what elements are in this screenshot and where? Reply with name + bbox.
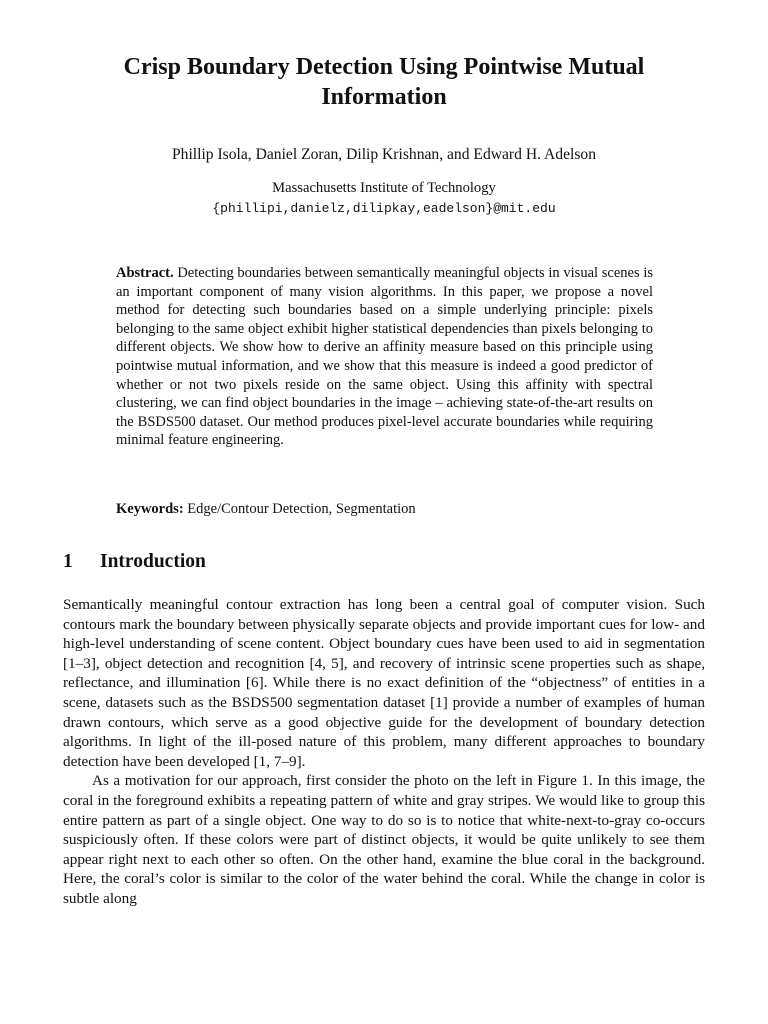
- section-title: Introduction: [100, 551, 206, 572]
- keywords-label: Keywords:: [116, 501, 184, 517]
- keywords: [116, 501, 653, 518]
- abstract: [116, 264, 653, 450]
- body-paragraph: As a motivation for our approach, first consider the photo on the left in Figure 1. In this image, the coral in the foreground exhibits a repeating pattern of white and gray stripes. We would like to group this entire pattern as part of a single object. One way to do so is to notice that white-next-to-gray co-occurs suspiciously often. If these colors were part of distinct objects, it would be quite unlikely to see them appear right next to each other so often. On the other hand, examine the blue coral in the background. Here, the coral’s color is similar to the color of the water behind the coral. While the change in color is subtle along: [63, 772, 705, 907]
- author-list: Phillip Isola, Daniel Zoran, Dilip Krishnan, and Edward H. Adelson: [172, 146, 596, 163]
- paper-title: Crisp Boundary Detection Using Pointwise Mutual Information: [123, 54, 645, 110]
- author-emails: {phillipi,danielz,dilipkay,eadelson}@mit.edu: [212, 201, 556, 216]
- abstract-label: Abstract.: [116, 265, 174, 281]
- affiliation: Massachusetts Institute of Technology: [272, 180, 496, 196]
- body-paragraph: Semantically meaningful contour extraction has long been a central goal of computer vision. Such contours mark the boundary between physically separate objects and provide important cues for low- and high-level understanding of scene content. Object boundary cues have been used to aid in segmentation [1–3], object detection and recognition [4, 5], and recovery of intrinsic scene properties such as shape, reflectance, and illumination [6]. While there is no exact definition of the “objectness” of entities in a scene, datasets such as the BSDS500 segmentation dataset [1] provide a number of examples of human drawn contours, which serve as a good objective guide for the development of boundary detection algorithms. In light of the ill-posed nature of this problem, many different approaches to boundary detection have been developed [1, 7–9].: [63, 596, 705, 770]
- keywords-text: Edge/Contour Detection, Segmentation: [187, 501, 416, 517]
- abstract-text: Detecting boundaries between semantically meaningful objects in visual scenes is an important component of many vision algorithms. In this paper, we propose a novel method for detecting such boundaries based on a simple underlying principle: pixels belonging to the same object exhibit higher statistical dependencies than pixels belonging to different objects. We show how to derive an affinity measure based on this principle using pointwise mutual information, and we show that this measure is indeed a good predictor of whether or not two pixels reside on the same object. Using this affinity with spectral clustering, we can find object boundaries in the image – achieving state-of-the-art results on the BSDS500 dataset. Our method produces pixel-level accurate boundaries while requiring minimal feature engineering.: [116, 265, 654, 449]
- section-heading: [63, 551, 703, 573]
- body-text: [63, 595, 705, 909]
- section-number: 1: [63, 551, 73, 572]
